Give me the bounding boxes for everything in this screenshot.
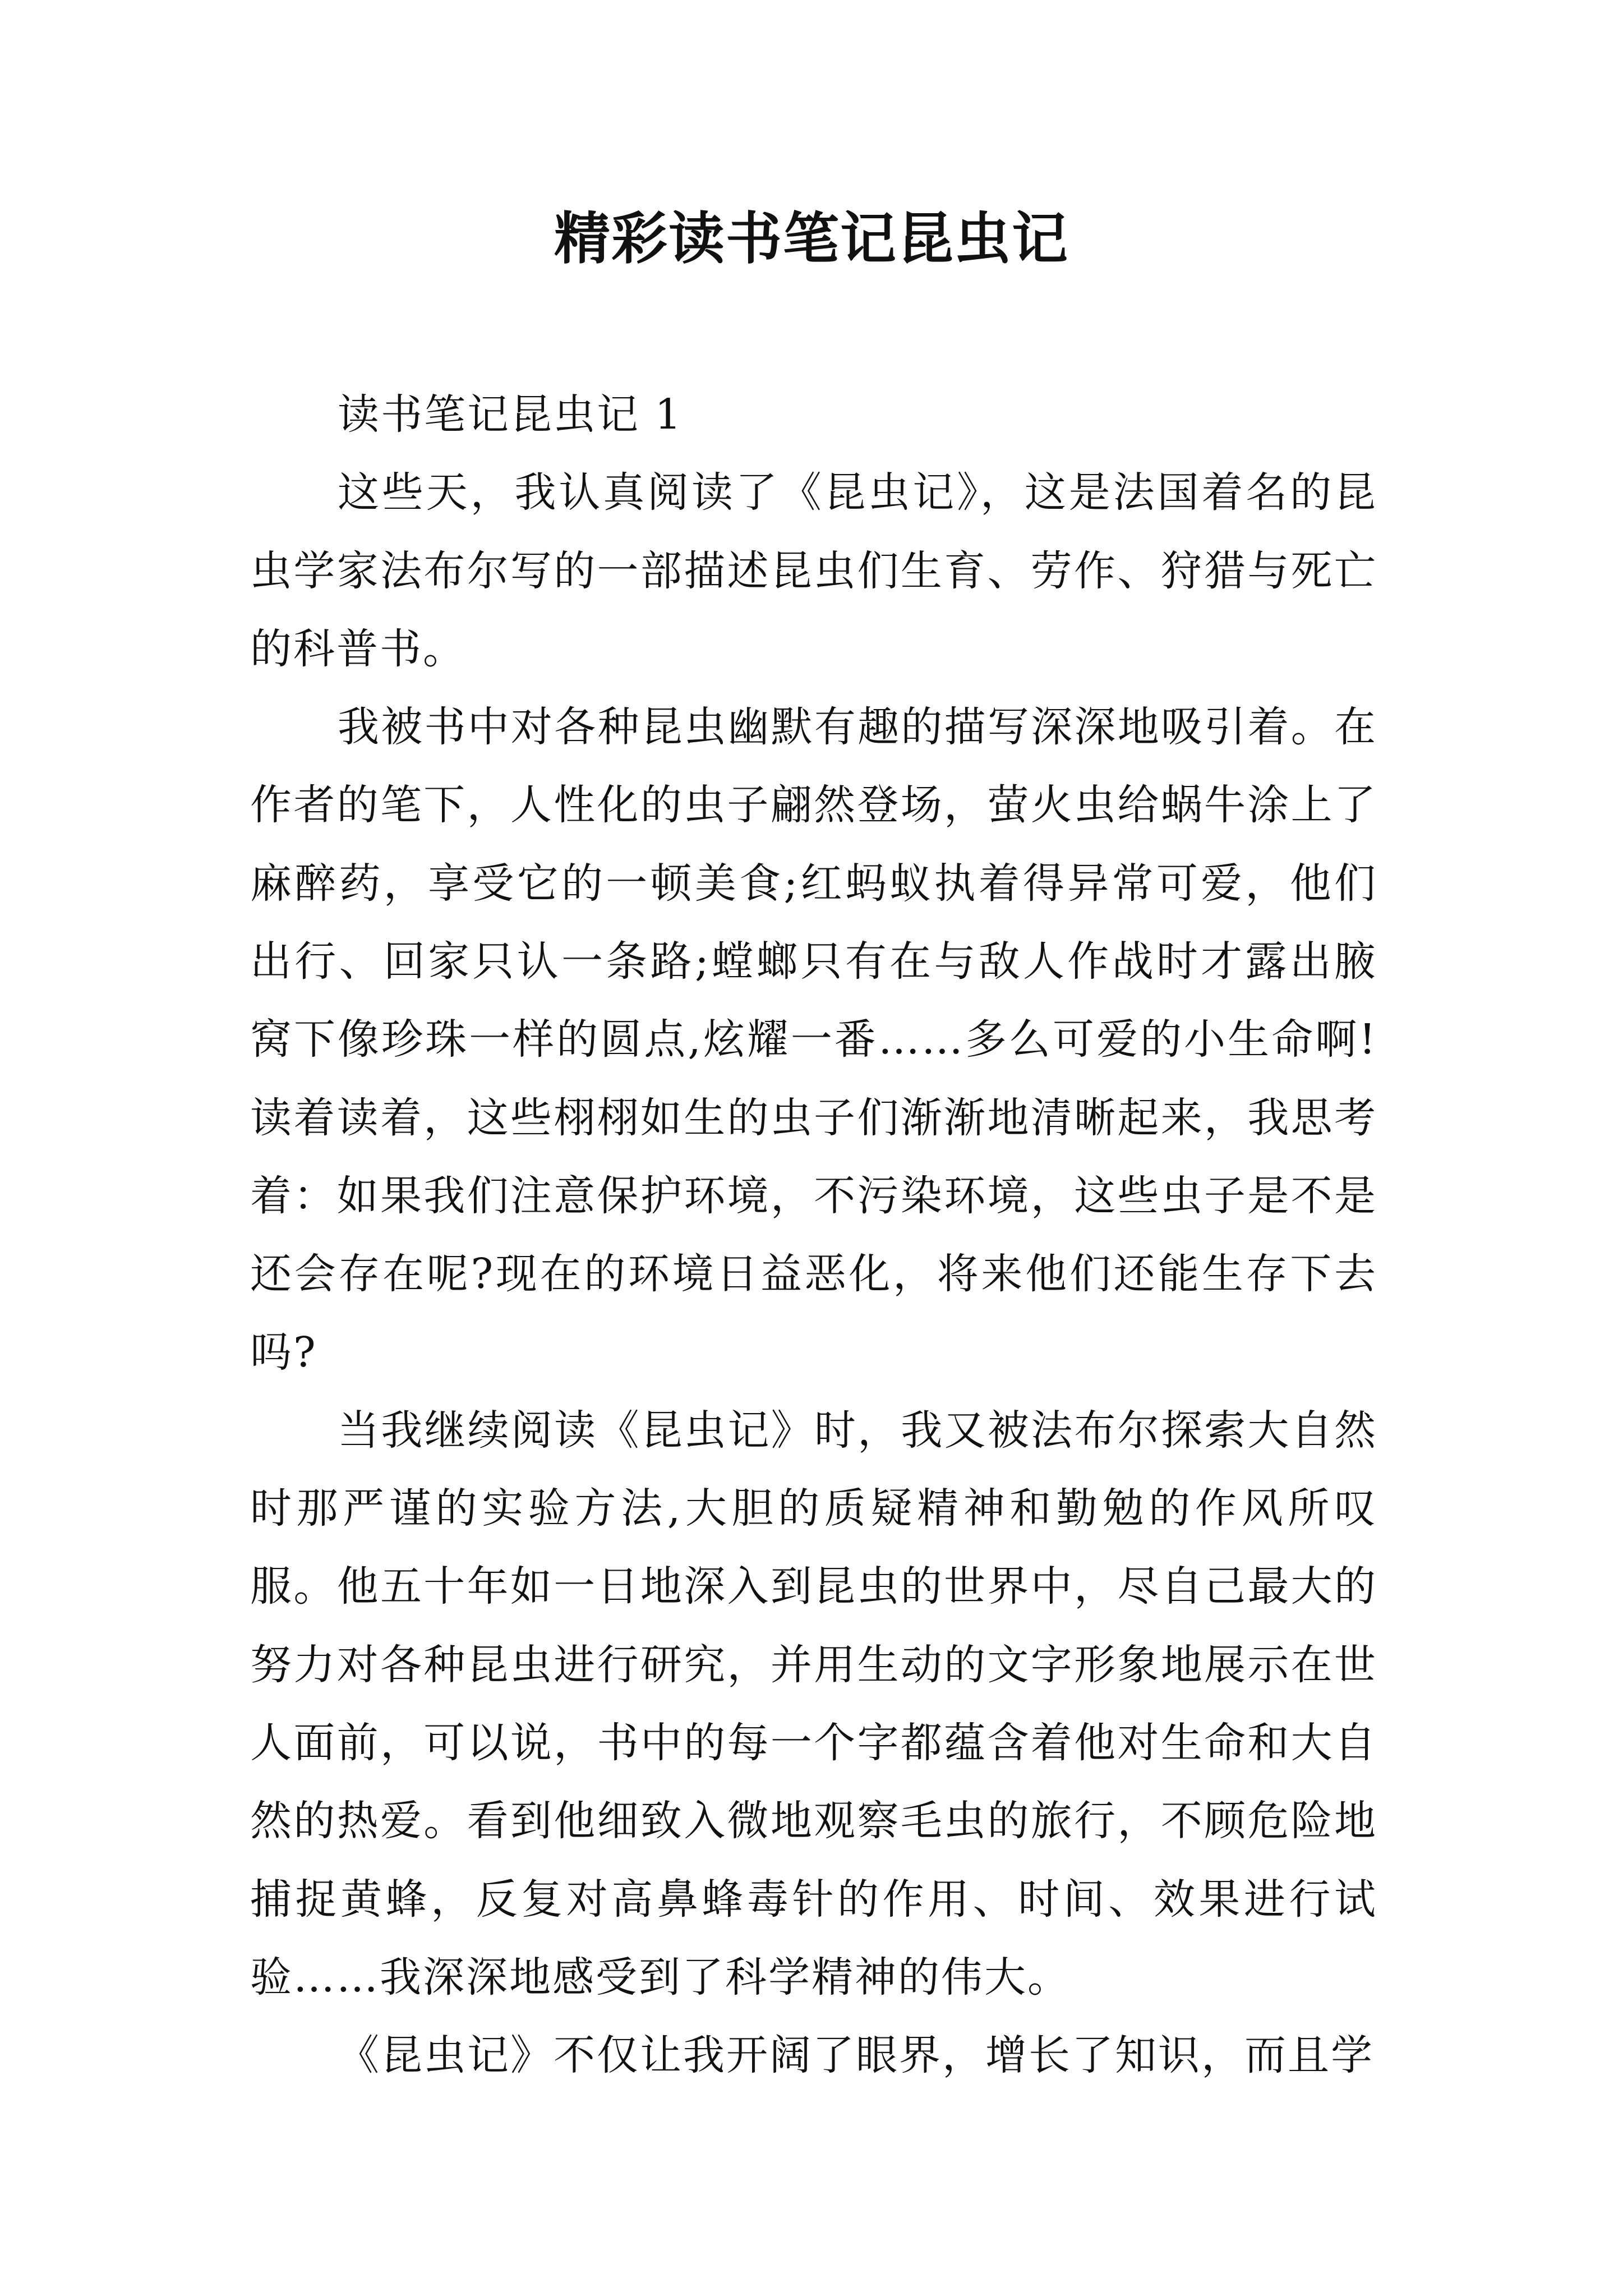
paragraph-1: 这些天，我认真阅读了《昆虫记》，这是法国着名的昆虫学家法布尔写的一部描述昆虫们生育、劳作、狩猎与死亡的科普书。 <box>250 468 1377 673</box>
document-body <box>250 376 1377 2095</box>
paragraph-3: 当我继续阅读《昆虫记》时，我又被法布尔探索大自然时那严谨的实验方法,大胆的质疑精神和勤勉的作风所叹服。他五十年如一日地深入到昆虫的世界中，尽自己最大的努力对各种昆虫进行研究，并用生动的文字形象地展示在世人面前，可以说，书中的每一个字都蕴含着他对生命和大自然的热爱。看到他细致入微地观察毛虫的旅行，不顾危险地捕捉黄蜂，反复对高鼻蜂毒针的作用、时间、效果进行试验……我深深地感受到了科学精神的伟大。 <box>250 1406 1377 2001</box>
paragraph-4: 《昆虫记》不仅让我开阔了眼界，增长了知识，而且学 <box>338 2031 1374 2080</box>
paragraph-2: 我被书中对各种昆虫幽默有趣的描写深深地吸引着。在作者的笔下，人性化的虫子翩然登场，萤火虫给蜗牛涂上了麻醉药，享受它的一顿美食;红蚂蚁执着得异常可爱，他们出行、回家只认一条路;螳螂只有在与敌人作战时才露出腋窝下像珍珠一样的圆点,炫耀一番……多么可爱的小生命啊!读着读着，这些栩栩如生的虫子们渐渐地清晰起来，我思考着：如果我们注意保护环境，不污染环境，这些虫子是不是还会存在呢?现在的环境日益恶化，将来他们还能生存下去吗? <box>250 703 1377 1377</box>
section-heading: 读书笔记昆虫记 1 <box>338 390 683 439</box>
document-title: 精彩读书笔记昆虫记 <box>554 205 1069 272</box>
